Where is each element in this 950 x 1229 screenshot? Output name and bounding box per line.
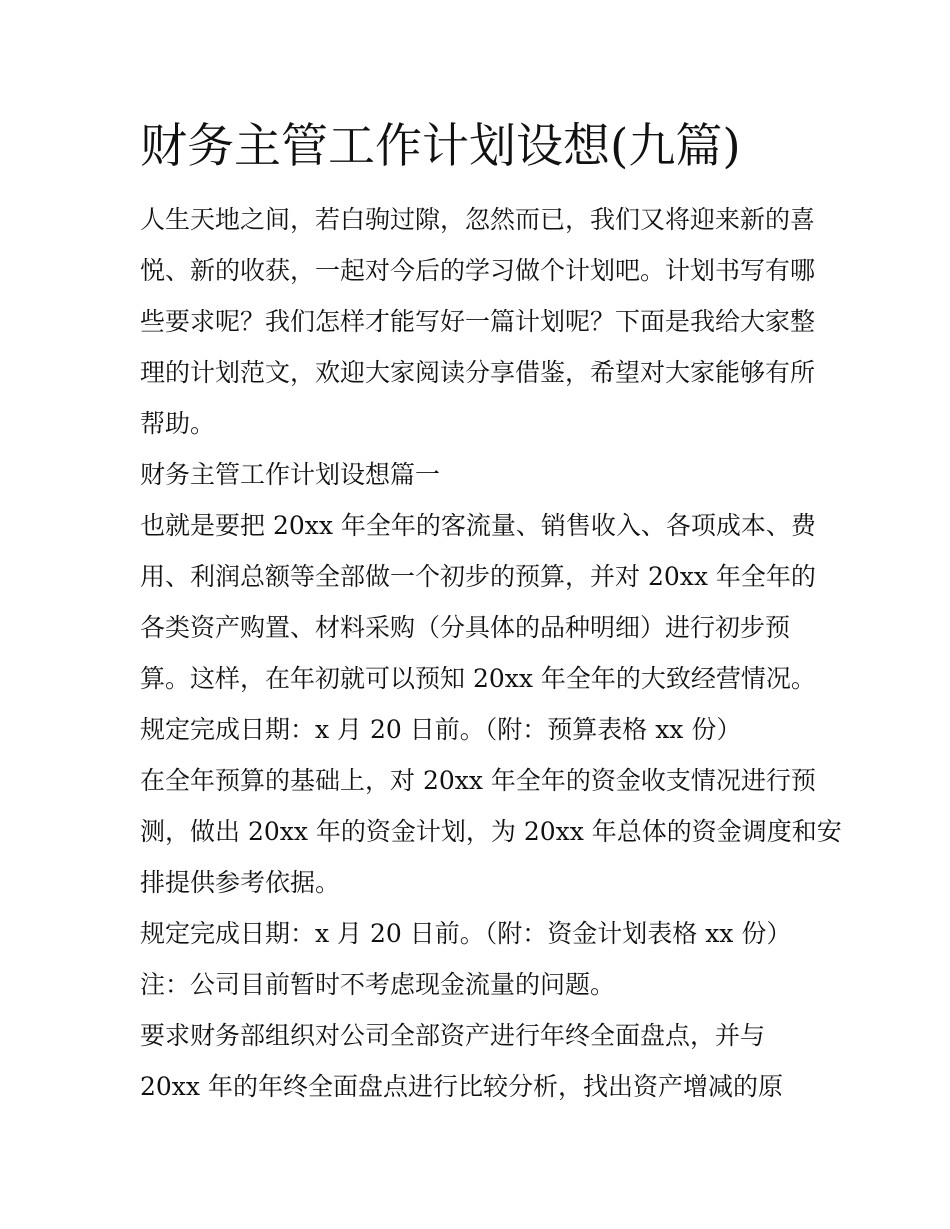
paragraph-line: 用、利润总额等全部做一个初步的预算，并对 20xx 年全年的 [140, 562, 816, 591]
paragraph-line: 规定完成日期：x 月 20 日前。（附：预算表格 xx 份） [140, 715, 742, 744]
paragraph-line: 测，做出 20xx 年的资金计划，为 20xx 年总体的资金调度和安 [140, 817, 842, 846]
paragraph-line: 注：公司目前暂时不考虑现金流量的问题。 [140, 970, 616, 999]
paragraph-line: 理的计划范文，欢迎大家阅读分享借鉴，希望对大家能够有所 [140, 358, 816, 387]
paragraph-line: 人生天地之间，若白驹过隙，忽然而已，我们又将迎来新的喜 [140, 205, 816, 234]
paragraph-line: 些要求呢？我们怎样才能写好一篇计划呢？下面是我给大家整 [140, 307, 816, 336]
paragraph-line: 要求财务部组织对公司全部资产进行年终全面盘点，并与 [140, 1021, 766, 1050]
paragraph-line: 悦、新的收获，一起对今后的学习做个计划吧。计划书写有哪 [140, 256, 816, 285]
paragraph-line: 各类资产购置、材料采购（分具体的品种明细）进行初步预 [140, 613, 791, 642]
paragraph-line: 也就是要把 20xx 年全年的客流量、销售收入、各项成本、费 [140, 511, 816, 540]
paragraph-line: 20xx 年的年终全面盘点进行比较分析，找出资产增减的原 [140, 1072, 783, 1101]
paragraph-line: 帮助。 [140, 409, 216, 438]
section-heading: 财务主管工作计划设想篇一 [140, 460, 441, 489]
paragraph-line: 排提供参考依据。 [140, 868, 341, 897]
paragraph-line: 算。这样，在年初就可以预知 20xx 年全年的大致经营情况。 [140, 664, 816, 693]
paragraph-line: 规定完成日期：x 月 20 日前。（附：资金计划表格 xx 份） [140, 919, 792, 948]
document-title: 财务主管工作计划设想(九篇) [140, 119, 741, 174]
paragraph-line: 在全年预算的基础上，对 20xx 年全年的资金收支情况进行预 [140, 766, 816, 795]
